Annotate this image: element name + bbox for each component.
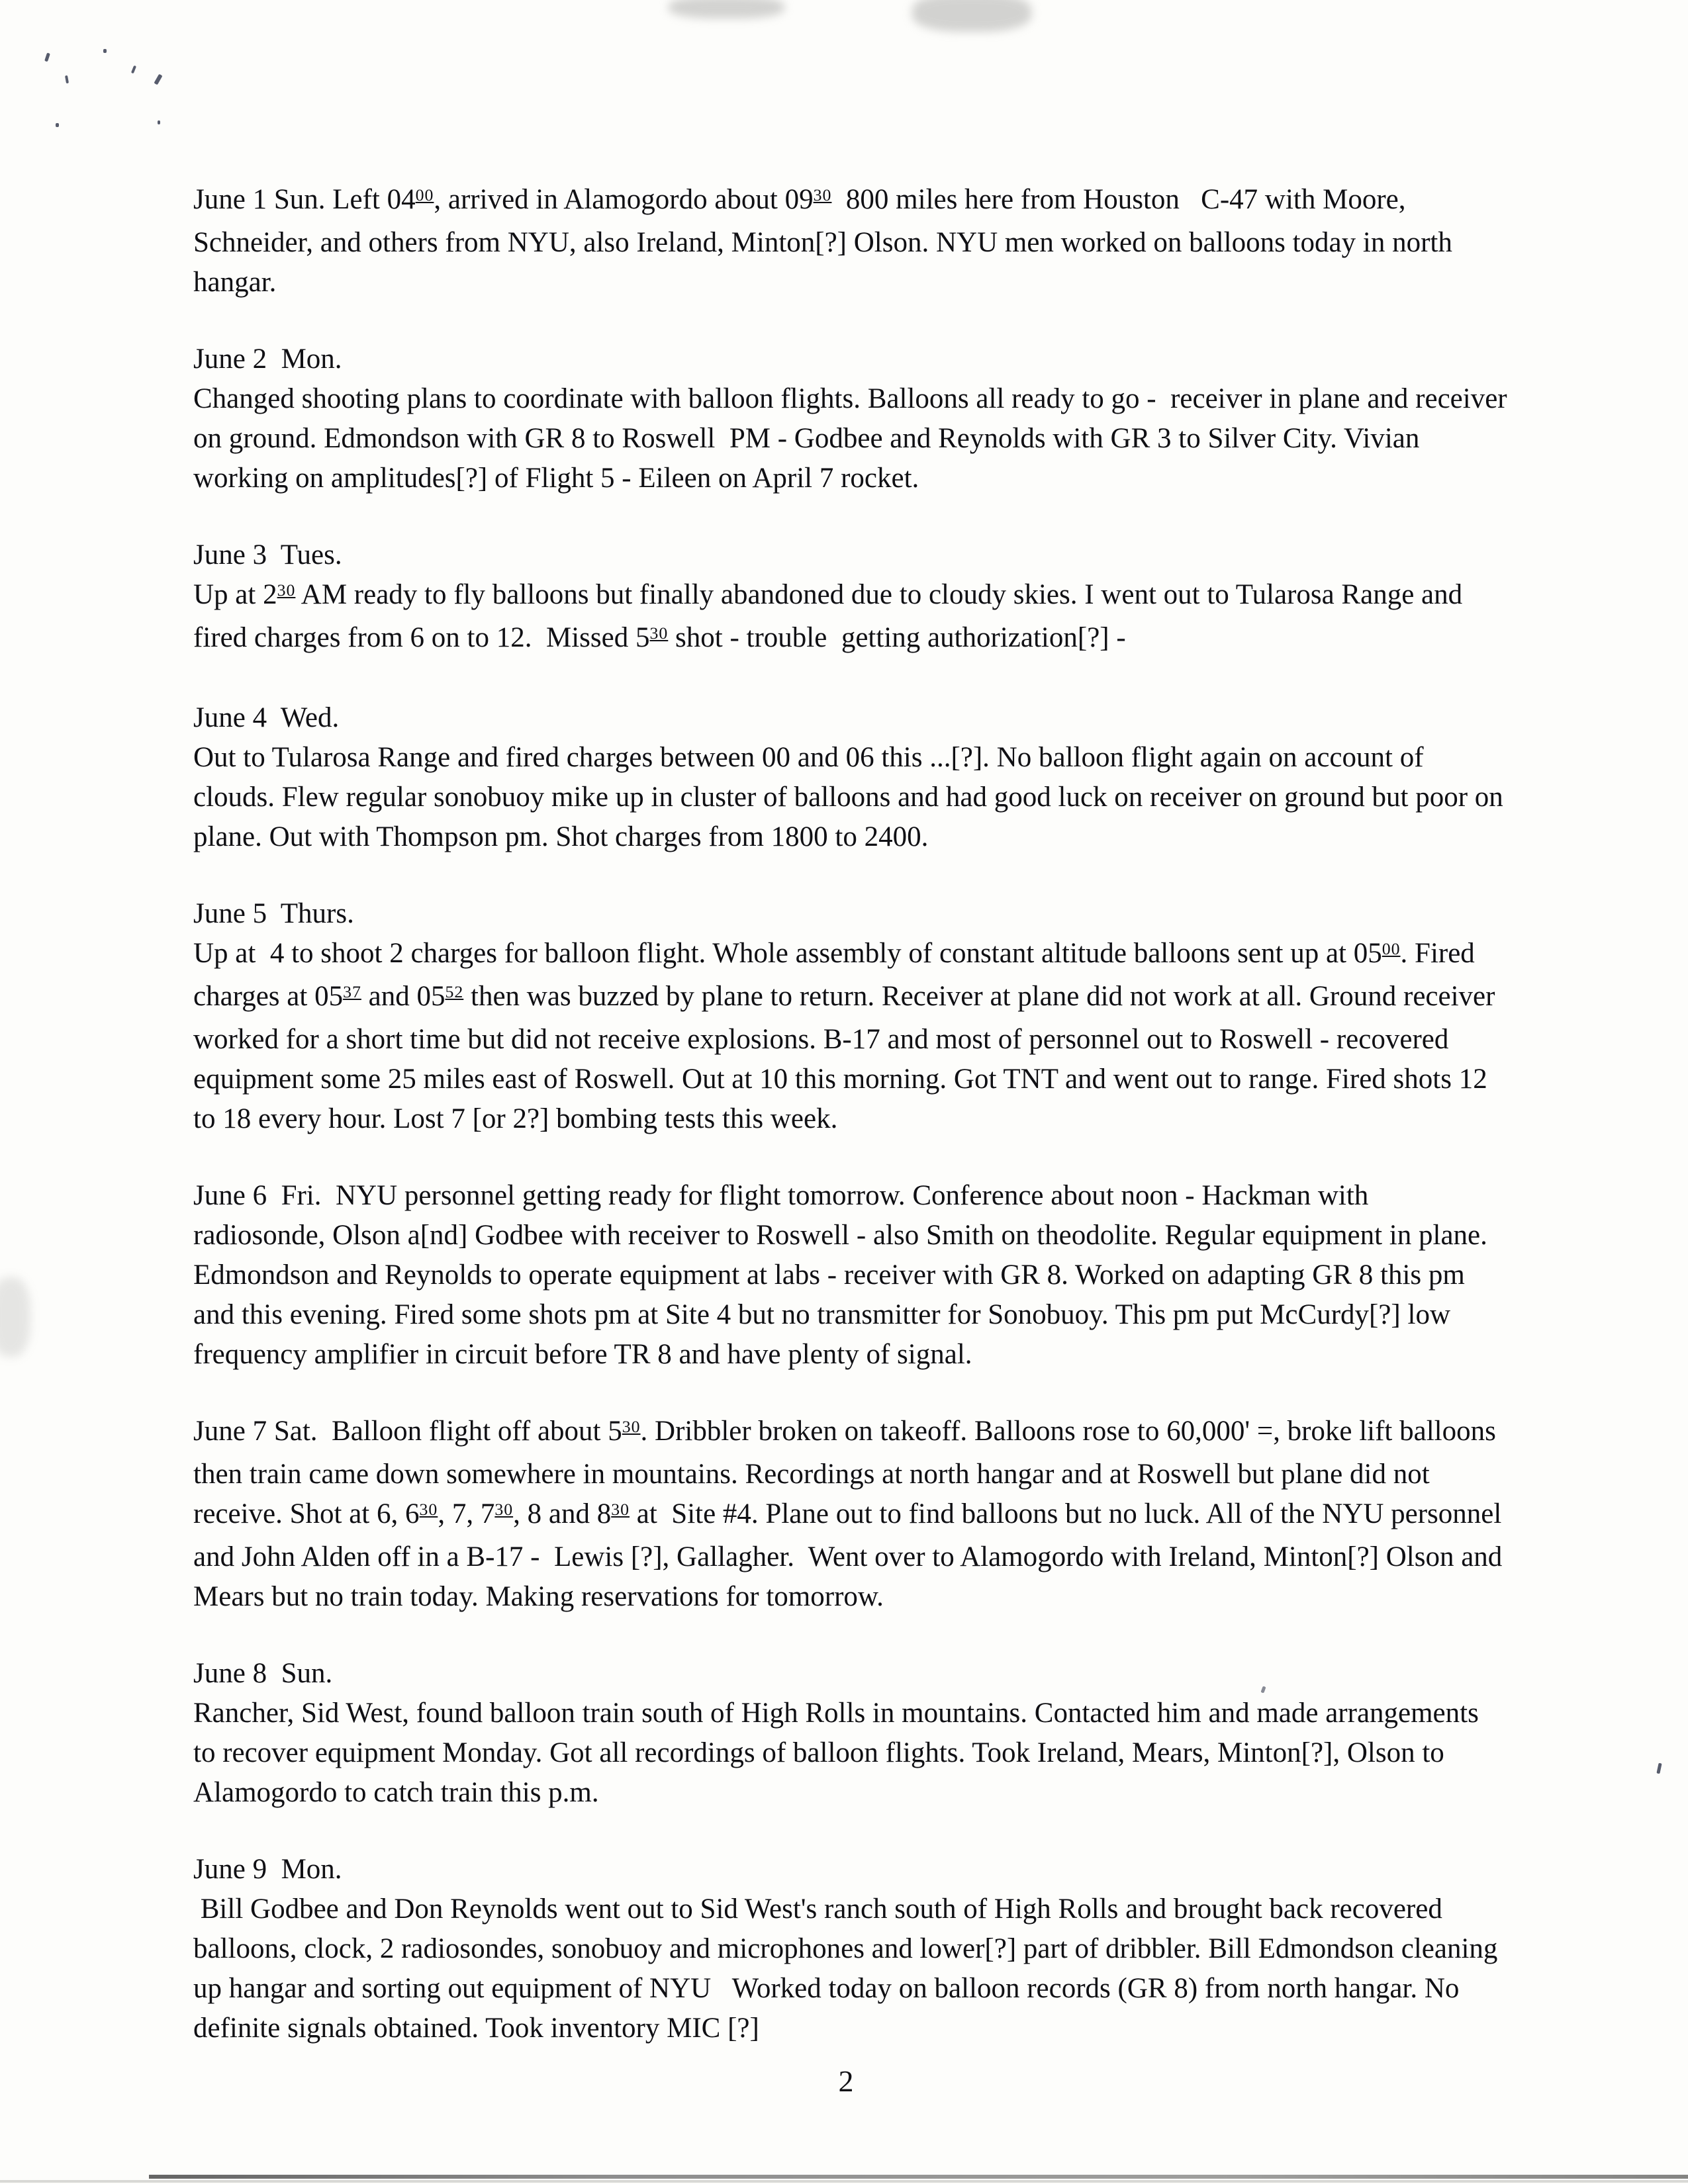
entry-body: Bill Godbee and Don Reynolds went out to Sid West's ranch south of High Rolls and brought back recovered balloons, clock, 2 radiosondes, sonobuoy and microphones and lower[?] part of dribbler. Bill Edmondson cleaning up hangar and sorting out equipment of NYU Worked today on balloon records (GR 8) from north hangar. No definite signals obtained. Took inventory MIC [?] (193, 1893, 1505, 2044)
entry-body: Up at $2^{30}$ AM ready to fly balloons but finally abandoned due to cloudy skies. I went out to Tularosa Range and fired charges from 6 on to 12. Missed $5^{30}$ shot - trouble getting authorization[?] - (193, 579, 1470, 653)
entry-body: Out to Tularosa Range and fired charges between 00 and 06 this ...[?]. No balloon flight again on account of clouds. Flew regular sonobuoy mike up in cluster of balloons and had good luck on receiver on ground but poor on plane. Out with Thompson pm. Shot charges from 1800 to 2400. (193, 742, 1511, 852)
diary-entry (193, 1176, 1507, 1375)
superscript-time: 37 (343, 982, 361, 1002)
scan-smudge-artifact (0, 1277, 30, 1357)
scan-smudge-artifact (912, 0, 1031, 32)
pen-mark-artifact (103, 49, 107, 53)
superscript-time: 30 (649, 623, 669, 643)
pen-mark-artifact (1656, 1763, 1662, 1774)
pen-mark-artifact (56, 123, 59, 127)
entry-heading: June 4 Wed. (193, 702, 340, 733)
pen-mark-artifact (158, 120, 160, 124)
entry-body: Rancher, Sid West, found balloon train south of High Rolls in mountains. Contacted him and made arrangements to recover equipment Monday. Got all recordings of balloon flights. Took Ireland, Mears, Minton[?], Olson to Alamogordo to catch train this p.m. (193, 1698, 1486, 1808)
diary-entry (193, 535, 1507, 661)
entry-heading: June 2 Mon. (193, 343, 342, 375)
superscript-time: 00 (415, 185, 434, 205)
scan-edge-artifact (149, 2175, 1688, 2179)
pen-mark-artifact (44, 53, 50, 62)
entry-body: Up at 4 to shoot 2 charges for balloon flight. Whole assembly of constant altitude balloons sent up at $05^{00}$. Fired charges at $05^{37}$ and $05^{52}$ then was buzzed by plane to return. Receiver at plane did not work at all. Ground receiver worked for a short time but did not receive explosions. B-17 and most of personnel out to Roswell - recovered equipment some 25 miles east of Roswell. Out at 10 this morning. Got TNT and went out to range. Fired shots 12 to 18 every hour. Lost 7 [or 2?] bombing tests this week. (193, 938, 1503, 1134)
diary-entries (193, 180, 1515, 2048)
superscript-time: 30 (611, 1500, 630, 1520)
diary-entry (193, 1412, 1510, 1617)
entry-heading: June 5 Thurs. (193, 898, 354, 929)
superscript-time: 30 (277, 580, 296, 600)
scan-edge-artifact (0, 2180, 1688, 2183)
pen-mark-artifact (154, 74, 162, 85)
superscript-time: 30 (494, 1500, 514, 1520)
entry-body: June 1 Sun. Left $04^{00}$, arrived in Alamogordo about $09^{30}$ 800 miles here from Houston C-47 with Moore, Schneider, and others from NYU, also Ireland, Minton[?] Olson. NYU men worked on balloons today in north hangar. (193, 184, 1460, 298)
entry-heading: June 8 Sun. (193, 1658, 333, 1689)
superscript-time: 00 (1382, 939, 1401, 959)
superscript-time: 30 (813, 185, 832, 205)
diary-entry (193, 340, 1515, 498)
entry-body: Changed shooting plans to coordinate with balloon flights. Balloons all ready to go - receiver in plane and receiver on ground. Edmondson with GR 8 to Roswell PM - Godbee and Reynolds with GR 3 to Silver City. Vivian working on amplitudes[?] of Flight 5 - Eileen on April 7 rocket. (193, 383, 1515, 494)
diary-entry (193, 180, 1507, 302)
page-number: 2 (838, 2064, 854, 2098)
superscript-time: 30 (622, 1417, 641, 1437)
entry-body: June 6 Fri. NYU personnel getting ready for flight tomorrow. Conference about noon - Hackman with radiosonde, Olson a[nd] Godbee with receiver to Roswell - also Smith on theodolite. Regular equipment in plane. Edmondson and Reynolds to operate equipment at labs - receiver with GR 8. Worked on adapting GR 8 this pm and this evening. Fired some shots pm at Site 4 but no transmitter for Sonobuoy. This pm put McCurdy[?] low frequency amplifier in circuit before TR 8 and have plenty of signal. (193, 1180, 1495, 1370)
diary-entry (193, 1850, 1507, 2048)
entry-heading: June 3 Tues. (193, 539, 342, 570)
diary-entry (193, 698, 1511, 857)
diary-entry (193, 894, 1507, 1139)
entry-body: June 7 Sat. Balloon flight off about $5^{30}$. Dribbler broken on takeoff. Balloons rose to 60,000' =, broke lift balloons then train came down somewhere in mountains. Recordings at north hangar and at Roswell but plane did not receive. Shot at 6, $6^{30}$, 7, $7^{30}$, 8 and $8^{30}$ at Site #4. Plane out to find balloons but no luck. All of the NYU personnel and John Alden off in a B-17 - Lewis [?], Gallagher. Went over to Alamogordo with Ireland, Minton[?] Olson and Mears but no train today. Making reservations for tomorrow. (193, 1416, 1510, 1612)
scan-smudge-artifact (669, 0, 784, 19)
pen-mark-artifact (65, 75, 69, 84)
entry-heading: June 9 Mon. (193, 1854, 342, 1885)
pen-mark-artifact (131, 66, 136, 74)
diary-entry (193, 1654, 1507, 1813)
superscript-time: 30 (419, 1500, 438, 1520)
superscript-time: 52 (445, 982, 464, 1002)
